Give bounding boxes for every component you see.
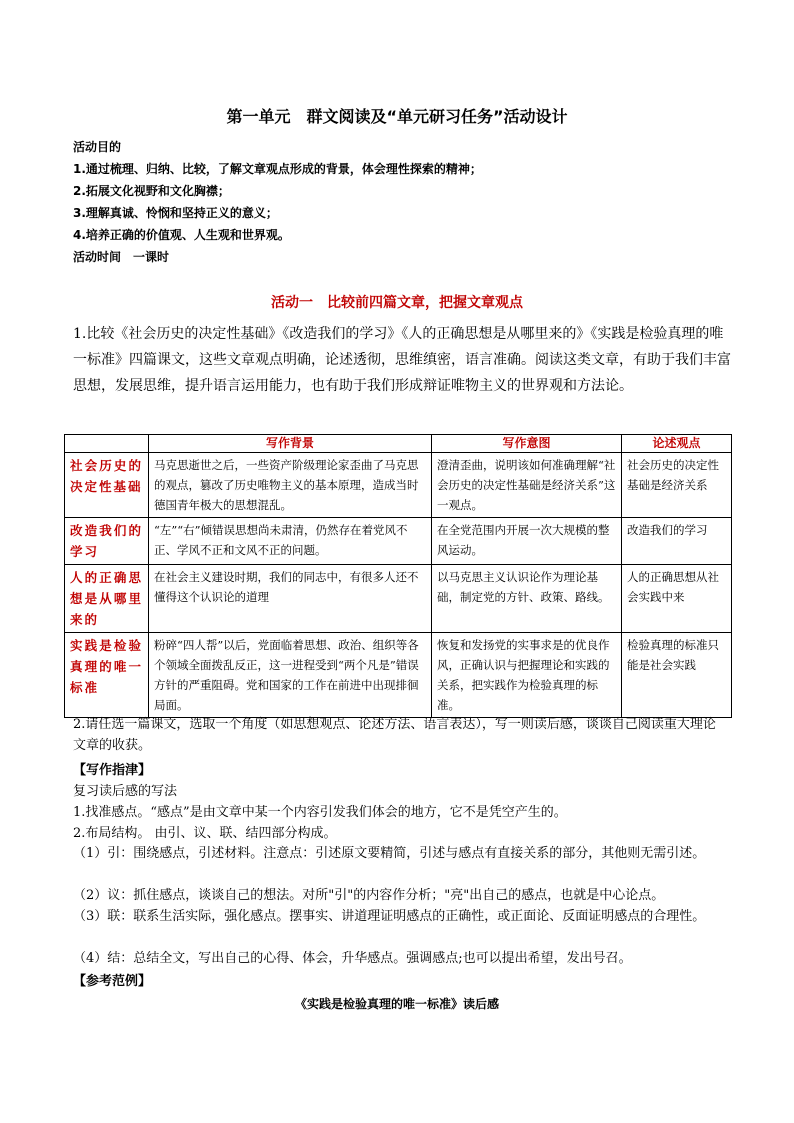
cell-view: 社会历史的决定性基础是经济关系 (622, 453, 732, 518)
table-header-background: 写作背景 (149, 435, 432, 453)
guide-point-1: 1.找准感点。“感点”是由文章中某一个内容引发我们体会的地方，它不是凭空产生的。 (73, 805, 567, 820)
activity-time: 活动时间 一课时 (73, 250, 170, 264)
cell-background: “左”“右”倾错误思想尚未肃清，仍然存在着党风不正、学风不正和文风不正的问题。 (149, 518, 432, 565)
cell-view: 人的正确思想从社会实践中来 (622, 565, 732, 633)
goal-item-1: 1.通过梳理、归纳、比较，了解文章观点形成的背景，体会理性探索的精神； (73, 162, 482, 176)
cell-background: 马克思逝世之后，一些资产阶级理论家歪曲了马克思的观点，篡改了历史唯物主义的基本原理，造成当时德国青年极大的思想混乱。 (149, 453, 432, 518)
guide-point-5: （3）联：联系生活实际，强化感点。摆事实、讲道理证明感点的正确性，或正面论、反面证明感点的合理性。 (73, 909, 706, 924)
row-title: 人的正确思想是从哪里来的 (65, 565, 149, 633)
guide-heading: 【写作指津】 (73, 763, 152, 778)
table-row (65, 453, 732, 518)
activity1-title: 活动一 比较前四篇文章，把握文章观点 (271, 295, 523, 311)
comparison-table (64, 434, 732, 718)
cell-background: 粉碎“四人帮”以后，党面临着思想、政治、组织等各个领域全面拨乱反正，这一进程受到“两个凡是”错误方针的严重阻碍。党和国家的工作在前进中出现排徊局面。 (149, 633, 432, 718)
cell-view: 改造我们的学习 (622, 518, 732, 565)
table-header-blank (65, 435, 149, 453)
task2-text: 2.请任选一篇课文，选取一个角度（如思想观点、论述方法、语言表达），写一则读后感，谈谈自己阅读重大理论文章的收获。 (73, 717, 716, 753)
row-title: 实践是检验真理的唯一标准 (65, 633, 149, 718)
cell-view: 检验真理的标准只能是社会实践 (622, 633, 732, 718)
cell-intent: 在全党范围内开展一次大规模的整风运动。 (432, 518, 622, 565)
goal-item-3: 3.理解真诚、怜悯和坚持正义的意义； (73, 206, 278, 220)
goals-heading: 活动目的 (73, 140, 122, 154)
goal-item-4: 4.培养正确的价值观、人生观和世界观。 (73, 228, 290, 242)
guide-point-6: （4）结：总结全文，写出自己的心得、体会，升华感点。强调感点;也可以提出希望，发出号召。 (73, 951, 632, 966)
activity1-intro: 1.比较《社会历史的决定性基础》《改造我们的学习》《人的正确思想是从哪里来的》《实践是检验真理的唯一标准》四篇课文，这些文章观点明确，论述透彻，思维缜密，语言准确。阅读这类文章，有助于我们丰富思想，发展思维，提升语言运用能力，也有助于我们形成辩证唯物主义的世界观和方法论。 (73, 326, 731, 394)
guide-point-2: 2.布局结构。 由引、议、联、结四部分构成。 (73, 826, 337, 841)
row-title: 社会历史的决定性基础 (65, 453, 149, 518)
example-title: 《实践是检验真理的唯一标准》读后感 (294, 997, 499, 1011)
table-row (65, 633, 732, 718)
cell-intent: 澄清歪曲，说明该如何准确理解“社会历史的决定性基础是经济关系”这一观点。 (432, 453, 622, 518)
cell-intent: 以马克思主义认识论作为理论基础，制定党的方针、政策、路线。 (432, 565, 622, 633)
guide-point-4: （2）议：抓住感点，谈谈自己的想法。对所"引"的内容作分析；"亮"出自己的感点，也就是中心论点。 (73, 888, 665, 903)
guide-subheading: 复习读后感的写法 (73, 784, 178, 799)
row-title: 改造我们的学习 (65, 518, 149, 565)
table-row (65, 518, 732, 565)
cell-intent: 恢复和发扬党的实事求是的优良作风，正确认识与把握理论和实践的关系，把实践作为检验真理的标准。 (432, 633, 622, 718)
example-heading: 【参考范例】 (73, 974, 152, 989)
page-title: 第一单元 群文阅读及“单元研习任务”活动设计 (226, 107, 568, 126)
table-header-view: 论述观点 (622, 435, 732, 453)
goal-item-2: 2.拓展文化视野和文化胸襟； (73, 184, 230, 198)
table-header-intent: 写作意图 (432, 435, 622, 453)
cell-background: 在社会主义建设时期，我们的同志中，有很多人还不懂得这个认识论的道理 (149, 565, 432, 633)
table-header-row (65, 435, 732, 453)
guide-point-3: （1）引：围绕感点，引述材料。注意点：引述原文要精简，引述与感点有直接关系的部分，其他则无需引述。 (73, 846, 706, 861)
table-row (65, 565, 732, 633)
